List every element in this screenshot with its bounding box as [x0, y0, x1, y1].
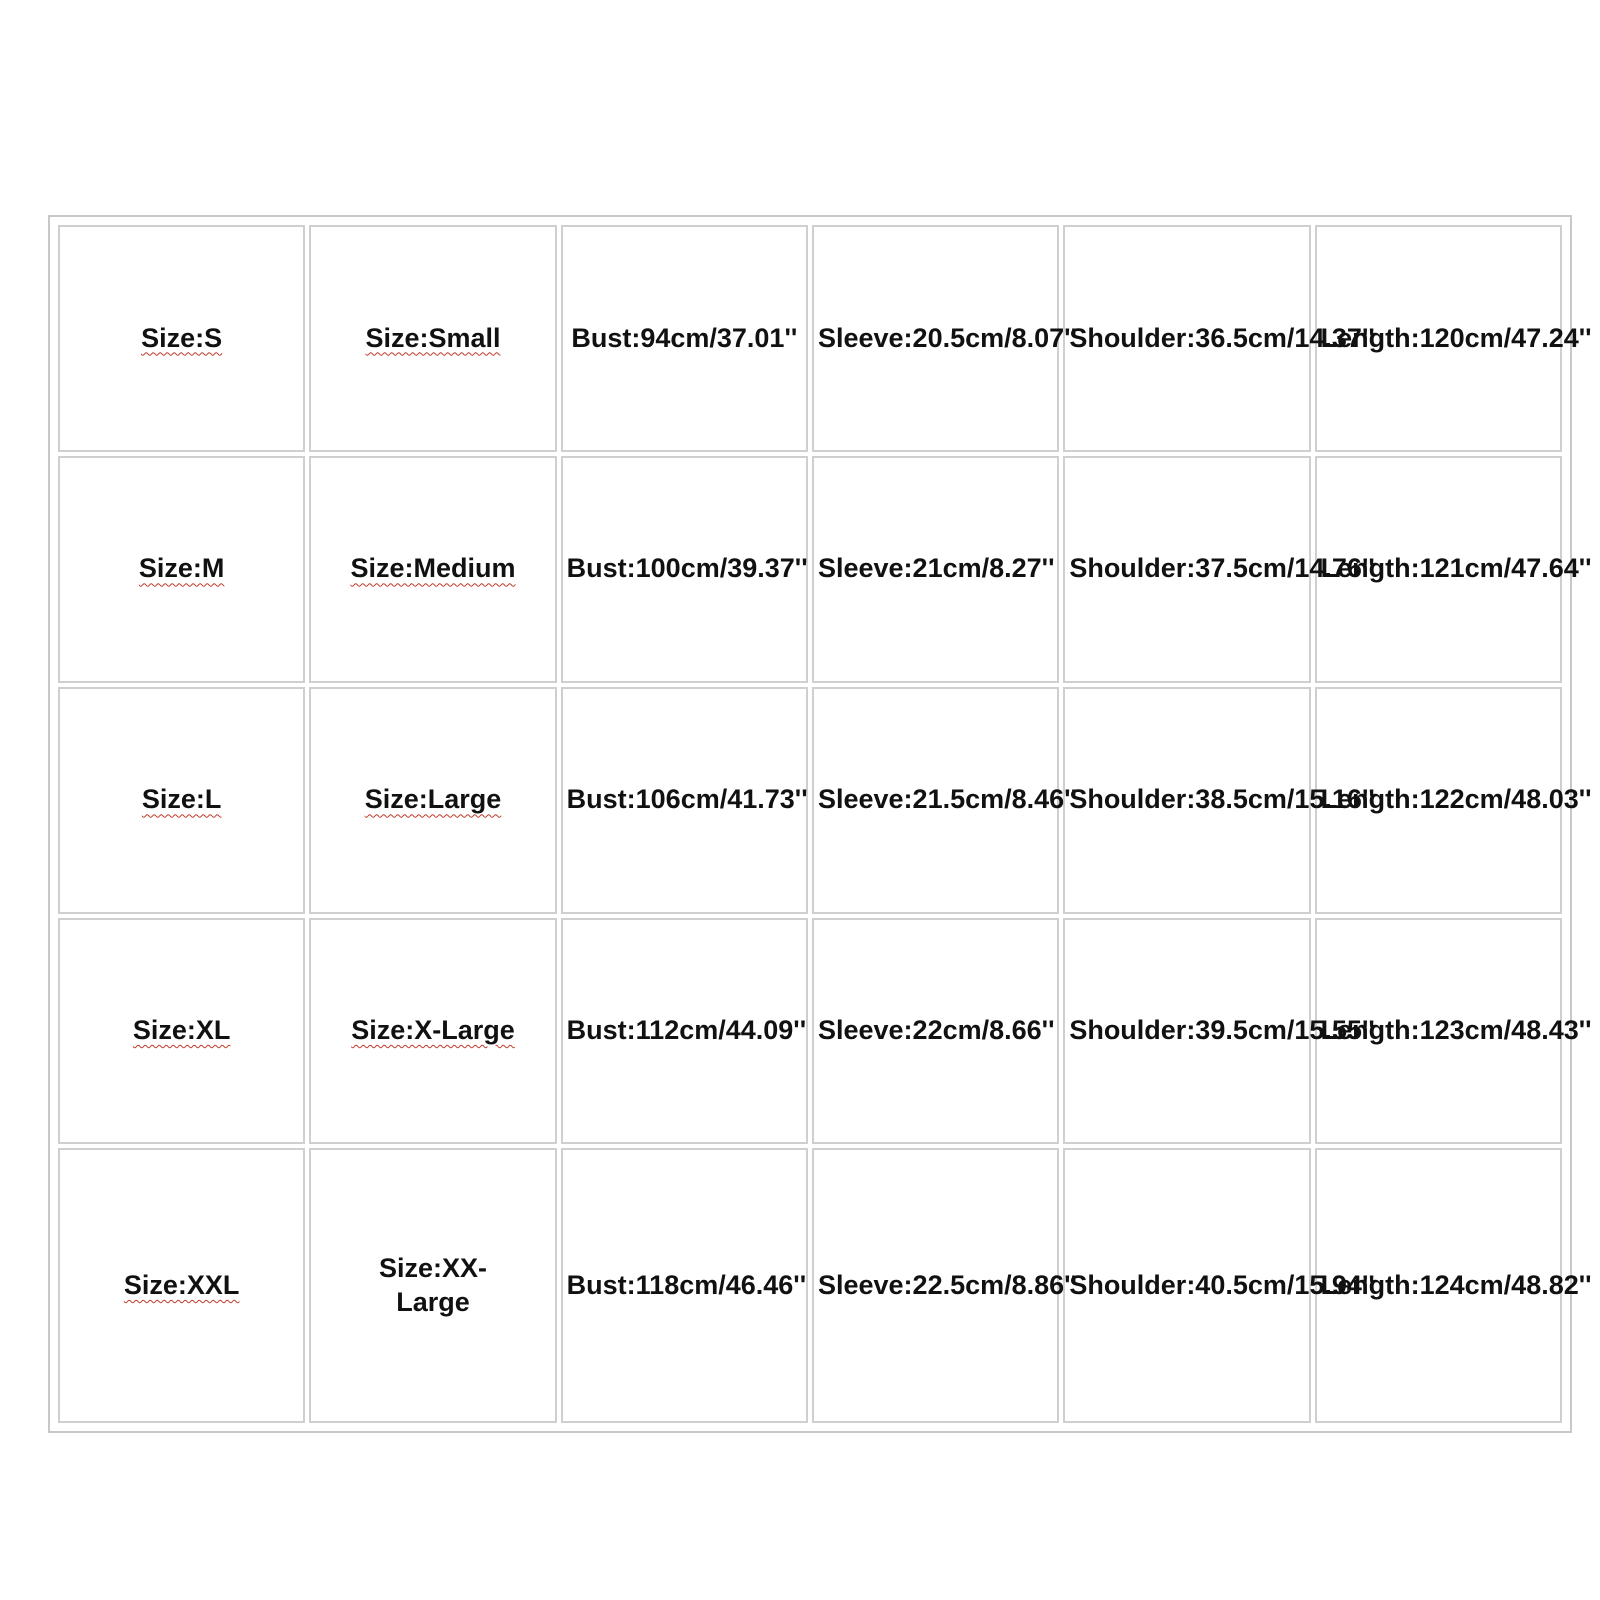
table-row	[58, 1148, 1562, 1423]
size-code: Size:M	[138, 553, 225, 584]
shoulder-cell: Shoulder:40.5cm/15.94''	[1063, 1148, 1310, 1423]
size-name: Size:Medium	[350, 553, 516, 584]
bust-cell: Bust:112cm/44.09''	[561, 918, 808, 1145]
bust-cell: Bust:118cm/46.46''	[561, 1148, 808, 1423]
size-name-cell	[309, 1148, 556, 1423]
size-code: Size:S	[141, 322, 223, 353]
size-code-cell	[58, 687, 305, 914]
sleeve-cell: Sleeve:20.5cm/8.07''	[812, 225, 1059, 452]
length-cell: Length:123cm/48.43''	[1315, 918, 1562, 1145]
sleeve-cell: Sleeve:21.5cm/8.46''	[812, 687, 1059, 914]
size-name-line-2: Large	[396, 1286, 470, 1317]
size-code-cell	[58, 456, 305, 683]
size-code: Size:XL	[132, 1015, 231, 1046]
shoulder-cell: Shoulder:36.5cm/14.37''	[1063, 225, 1310, 452]
size-name-line-1: Size:XX-	[378, 1252, 487, 1283]
shoulder-cell: Shoulder:37.5cm/14.76''	[1063, 456, 1310, 683]
size-chart-table	[54, 221, 1592, 1427]
length-cell: Length:121cm/47.64''	[1315, 456, 1562, 683]
sleeve-cell: Sleeve:22cm/8.66''	[812, 918, 1059, 1145]
size-name: Size:Large	[364, 784, 502, 815]
size-name-cell	[309, 456, 556, 683]
length-cell: Length:120cm/47.24''	[1315, 225, 1562, 452]
size-name-cell	[309, 918, 556, 1145]
length-cell: Length:122cm/48.03''	[1315, 687, 1562, 914]
size-name: Size:Small	[365, 322, 501, 353]
table-row	[58, 225, 1562, 452]
size-code-cell	[58, 1148, 305, 1423]
table-row	[58, 918, 1562, 1145]
size-name: Size:X-Large	[351, 1015, 515, 1046]
shoulder-cell: Shoulder:39.5cm/15.55''	[1063, 918, 1310, 1145]
sleeve-cell: Sleeve:22.5cm/8.86''	[812, 1148, 1059, 1423]
size-code-cell	[58, 225, 305, 452]
size-code: Size:XXL	[123, 1269, 240, 1300]
bust-cell: Bust:106cm/41.73''	[561, 687, 808, 914]
size-code: Size:L	[141, 784, 222, 815]
size-name-cell	[309, 225, 556, 452]
shoulder-cell: Shoulder:38.5cm/15.16''	[1063, 687, 1310, 914]
table-row	[58, 687, 1562, 914]
table-row	[58, 456, 1562, 683]
size-chart	[48, 215, 1592, 1433]
sleeve-cell: Sleeve:21cm/8.27''	[812, 456, 1059, 683]
bust-cell: Bust:100cm/39.37''	[561, 456, 808, 683]
length-cell: Length:124cm/48.82''	[1315, 1148, 1562, 1423]
size-code-cell	[58, 918, 305, 1145]
bust-cell: Bust:94cm/37.01''	[561, 225, 808, 452]
size-name-cell	[309, 687, 556, 914]
